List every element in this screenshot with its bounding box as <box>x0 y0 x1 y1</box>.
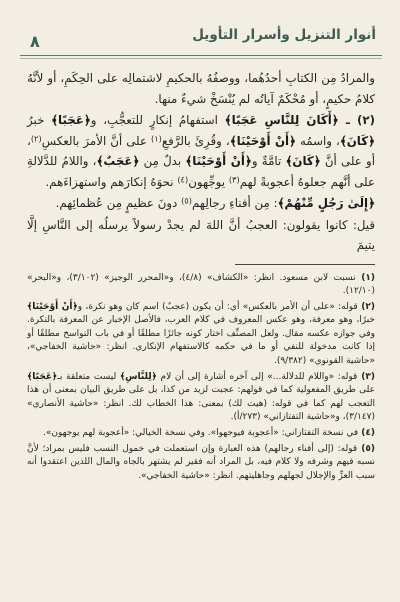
footnote-ref: (٣) <box>228 173 240 184</box>
footnote-ref: (٤) <box>177 173 189 184</box>
text-run: ، وقُرِئَ بالرَّفعِ <box>161 133 230 148</box>
text-run: خبرُ <box>27 113 52 127</box>
note-number: (٥) <box>357 443 375 454</box>
note-number: (٢) <box>357 301 375 312</box>
text-run: قيل: كانوا يقولون: العجبُ أنَّ اللهَ لم يجدْ رسولاً يرسلُه إلى النَّاسِ إلَّا يتيمَ <box>27 217 375 252</box>
footnote-ref: (٥) <box>181 195 192 206</box>
quran-quote: ﴿أَكَانَ لِلنَّاسِ عَجَبًا﴾ <box>224 113 339 127</box>
quran-quote: ﴿عَجَبٌ﴾ <box>96 154 140 168</box>
text-run: يوجِّهون <box>188 174 229 189</box>
main-paragraph <box>27 110 375 192</box>
text-run: : مِن أفناءِ رجالِهم <box>191 196 278 210</box>
text-run: تامَّةٌ و <box>251 154 286 168</box>
quran-quote: ﴿إِلَىٰ رَجُلٍ مِّنْهُمْ﴾ <box>277 196 375 210</box>
text-run: قوله: «على أن الأمر بالعكس» أي: أن يكون (عجبٌ) اسم كان وهو نكرة، و <box>77 301 358 312</box>
footnote <box>27 371 375 425</box>
main-paragraph <box>27 193 375 214</box>
header-rule <box>20 55 382 56</box>
quran-quote: ﴿أَنْ أَوْحَيْنَا﴾ <box>229 133 296 148</box>
footnote-ref: (٢) <box>30 132 42 143</box>
quran-quote: ﴿كَانَ﴾ <box>285 154 321 168</box>
note-number: (٢) ـ <box>338 113 375 127</box>
footnote <box>27 427 375 441</box>
footnote-ref: (١) <box>151 132 162 143</box>
text-run: ، واللامُ للدَّلالةِ على أنَّهم جعلوهُ أعجوبةً لهم <box>27 154 375 189</box>
text-run: قوله: (إلى أفناء رجالهم) هذه العبارة وإن استعملت في خمول النسب فليس بمراد؛ لأنَّ نسبه فيهم وشرفه ولا كلام فيه، بل المراد أنه فقير لم يشتهر بالجاه والمال اللذين اعتقدوا أنه سبب العزِّ والإجلال لجهلهم وجاهليتهم. انظر: «حاشية الخفاجي». <box>27 443 375 481</box>
text-run: بدلٌ مِن <box>139 154 186 168</box>
running-title: أنوار التنزيل وأسرار التأويل <box>192 27 376 43</box>
text-run: ليست متعلقة بـ <box>57 371 120 382</box>
text-run: والمرادُ مِن الكتابِ أحدُهُما، ووصفُهُ بالحكيمِ لاشتمالِه على الحِكَمِ، أو لأنَّهُ كلامُ حكيمٍ، أو مُحْكَمٌ آياتُه لم يُنْسَخْ شيءٌ منها. <box>27 71 375 106</box>
note-number: (٣) <box>357 371 375 382</box>
quran-quote: ﴿أَنْ أَوْحَيْنَا﴾ <box>27 301 78 312</box>
text-run: في نسخة التفتازاني: «أعجوبة فيوجهوا». وفي نسخة الخيالي: «أعجوبة لهم يوجهون». <box>42 428 359 439</box>
text-run: دونَ عظيمٍ مِن عُظمائِهم. <box>55 196 182 210</box>
text-run: ، أو على أنَّ <box>27 133 376 168</box>
note-number: (١) <box>355 272 375 283</box>
text-run: نحوَهُ إنكارَهم واستهزاءَهم. <box>45 174 178 189</box>
page-number: ٨ <box>30 32 40 51</box>
footnotes <box>27 272 375 486</box>
text-run: على طريق المفعولية كما في قولهم: عجبت لزيد من كذا، بل على طريق البيان بمعنى أن هذا التعجب لهم كما في قوله: (هيت لك) بمعنى: هذا الخطاب لك. انظر: «حاشية الأنصاري» (٣/١٤٧)، و«حاشية التفتازاني» (٢٧٣/أ). <box>27 385 375 423</box>
main-paragraph <box>27 68 375 109</box>
footnote <box>27 443 375 484</box>
footnote <box>27 301 375 369</box>
note-number: (٤) <box>358 428 375 439</box>
quran-quote: ﴿لِلنَّاسِ﴾ <box>119 371 157 382</box>
quran-quote: ﴿أَنْ أَوْحَيْنَا﴾ <box>185 154 252 168</box>
quran-quote: ﴿كَانَ﴾ <box>339 133 375 148</box>
footnote-separator <box>235 264 375 265</box>
quran-quote: ﴿عَجَبًا﴾ <box>27 371 58 382</box>
text-run: ، واسمُه <box>295 133 340 148</box>
main-text <box>27 68 375 257</box>
text-run: خبرًا، وهو معرفة، وهو عكس المعروف في كلام العرب، فالأصل الإخبار عن المعرفة بالنكرة. وفي جوازه عكسه مقال. ولعل المصنِّف اختار كونه جائزًا مطلقًا أو في باب النواسخ مطلقًا أو إذا كانت مدخولة للنفي أو ما في حكمه كالاستفهام الإنكاري. انظر: «حاشية الخفاجي»، «حاشية القونوي» (٩/٣٨٢). <box>27 315 375 367</box>
text-run: على أنَّ الأمرَ بالعكسِ <box>41 133 152 148</box>
main-paragraph <box>27 215 375 256</box>
footnote <box>27 272 375 299</box>
page-content <box>27 68 375 592</box>
text-run: استفهامُ إنكارٍ للتعجُّبِ، و <box>90 113 225 127</box>
quran-quote: ﴿عَجَبًا﴾ <box>51 113 91 127</box>
text-run: نسبت لابن مسعود. انظر: «الكشاف» (٤/٨)، و«المحرر الوجيز» (٣/١٠٢)، و«البحر» (١٢/١٠). <box>27 272 375 297</box>
text-run: قوله: «واللام للدلالة...» إلى آخره أشارة إلى أن لام <box>156 371 358 382</box>
